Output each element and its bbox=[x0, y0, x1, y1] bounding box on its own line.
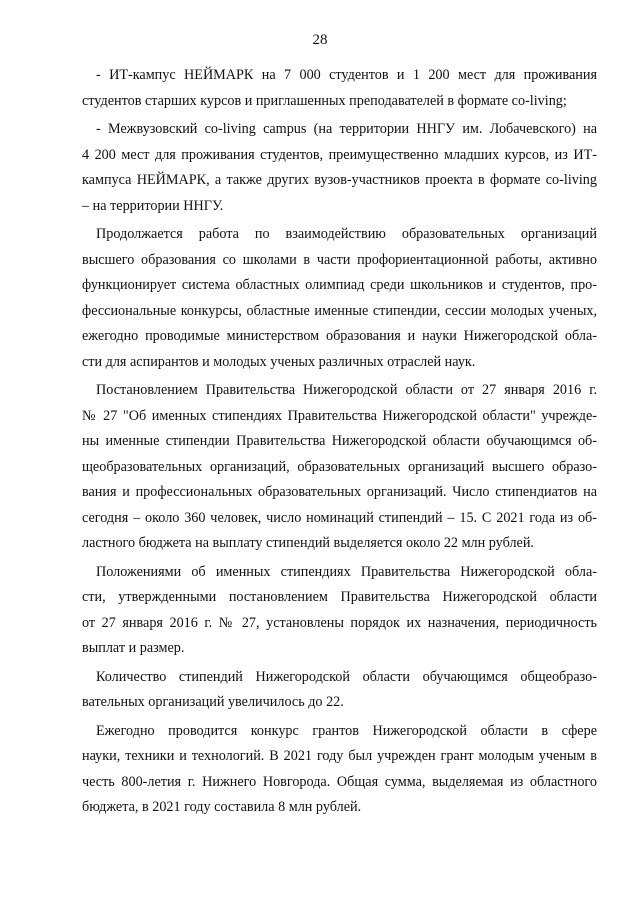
paragraph-resolution-scholarships bbox=[82, 378, 597, 557]
document-body bbox=[82, 63, 597, 821]
text-line: ластного бюджета на выплату стипендий выделяется около 22 млн рублей. bbox=[82, 535, 534, 551]
text-line: сегодня – около 360 человек, число номинаций стипендий – 15. С 2021 года из об- bbox=[82, 509, 597, 526]
text-line: функционирует система областных олимпиад среди школьников и студентов, про- bbox=[82, 277, 597, 293]
text-line: честь 800-летия г. Нижнего Новгорода. Общая сумма, выделяемая из областного bbox=[82, 773, 597, 790]
text-line: кампуса НЕЙМАРК, а также других вузов-участников проекта в формате co-living bbox=[82, 172, 597, 188]
text-line: Положениями об именных стипендиях Правительства Нижегородской обла- bbox=[96, 563, 597, 580]
text-line: № 27 "Об именных стипендиях Правительства Нижегородской области" учрежде- bbox=[82, 407, 597, 424]
paragraph-career-guidance bbox=[82, 222, 597, 375]
paragraph-grants-competition bbox=[82, 719, 597, 821]
text-line: Количество стипендий Нижегородской области обучающимся общеобразо- bbox=[96, 668, 597, 685]
text-line: сти, утвержденными постановлением Правительства Нижегородской области bbox=[82, 589, 597, 605]
page-number: 28 bbox=[312, 32, 328, 48]
text-line: выплат и размер. bbox=[82, 640, 185, 656]
text-line: ежегодно проводимые министерством образования и науки Нижегородской обла- bbox=[82, 328, 597, 344]
paragraph-bullet-it-campus bbox=[82, 63, 597, 114]
text-line: бюджета, в 2021 году составила 8 млн рублей. bbox=[82, 799, 362, 815]
text-line: вания и профессиональных образовательных организаций. Число стипендиатов на bbox=[82, 484, 597, 500]
text-line: ны именные стипендии Правительства Нижегородской области обучающимся об- bbox=[82, 433, 597, 449]
text-line: высшего образования со школами в части профориентационной работы, активно bbox=[82, 251, 597, 268]
text-line: – на территории ННГУ. bbox=[82, 197, 224, 214]
text-line: студентов старших курсов и приглашенных преподавателей в формате co-living; bbox=[82, 92, 567, 109]
text-line: Постановлением Правительства Нижегородской области от 27 января 2016 г. bbox=[96, 382, 597, 398]
text-line: вательных организаций увеличилось до 22. bbox=[82, 694, 344, 710]
text-line: сти для аспирантов и молодых ученых различных отраслей наук. bbox=[82, 353, 476, 370]
text-line: - Межвузовский co-living campus (на территории ННГУ им. Лобачевского) на bbox=[96, 121, 597, 137]
text-line: науки, техники и технологий. В 2021 году был учрежден грант молодым ученым в bbox=[82, 748, 597, 764]
text-line: от 27 января 2016 г. № 27, установлены порядок их назначения, периодичность bbox=[82, 614, 597, 631]
paragraph-scholarship-regulations bbox=[82, 560, 597, 662]
text-line: Ежегодно проводится конкурс грантов Нижегородской области в сфере bbox=[96, 722, 597, 739]
text-line: - ИТ-кампус НЕЙМАРК на 7 000 студентов и 1 200 мест для проживания bbox=[96, 67, 597, 83]
text-line: 4 200 мест для проживания студентов, преимущественно младших курсов, из ИТ- bbox=[82, 146, 597, 163]
paragraph-scholarship-count bbox=[82, 665, 597, 716]
text-line: фессиональные конкурсы, областные именные стипендии, сессии молодых ученых, bbox=[82, 302, 597, 319]
text-line: щеобразовательных организаций, образовательных организаций высшего образо- bbox=[82, 458, 597, 475]
text-line: Продолжается работа по взаимодействию образовательных организаций bbox=[96, 226, 597, 242]
paragraph-bullet-coliving-campus bbox=[82, 117, 597, 219]
